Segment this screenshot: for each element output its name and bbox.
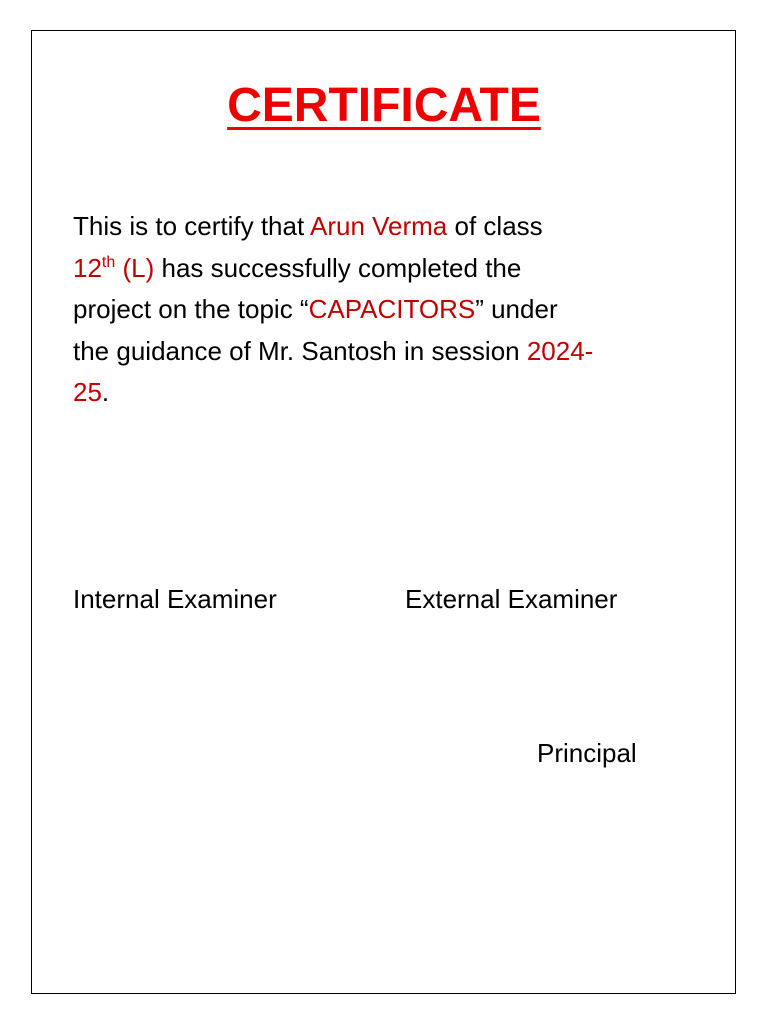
class-suffix: th [101, 253, 116, 271]
body-line-2 [73, 248, 693, 290]
student-name: Arun Verma [309, 211, 448, 241]
body-text: project on the topic “ [73, 294, 309, 324]
body-line-3 [73, 289, 693, 331]
body-line-5 [73, 372, 693, 414]
certificate-title [0, 76, 768, 136]
body-text: ” under [475, 294, 558, 324]
class-section: (L) [115, 252, 155, 283]
body-text: of class [447, 211, 543, 241]
internal-examiner-label: Internal Examiner [73, 584, 277, 614]
class-number: 12 [73, 252, 102, 283]
principal-label: Principal [537, 738, 637, 768]
body-text: . [101, 377, 110, 407]
project-topic: CAPACITORS [308, 294, 476, 324]
session-year-end: 25 [73, 377, 102, 407]
certificate-title-text: CERTIFICATE [227, 79, 541, 132]
body-text: the guidance of Mr. Santosh in session [73, 335, 527, 366]
session-year-start: 2024- [526, 335, 594, 366]
external-examiner-label: External Examiner [405, 584, 618, 614]
certificate-border [31, 30, 736, 994]
body-line-1 [73, 206, 693, 248]
body-text: has successfully completed the [154, 252, 522, 283]
student-class [73, 253, 154, 283]
body-text: This is to certify that [73, 211, 310, 241]
certificate-body [73, 206, 693, 414]
body-line-4 [73, 331, 693, 373]
